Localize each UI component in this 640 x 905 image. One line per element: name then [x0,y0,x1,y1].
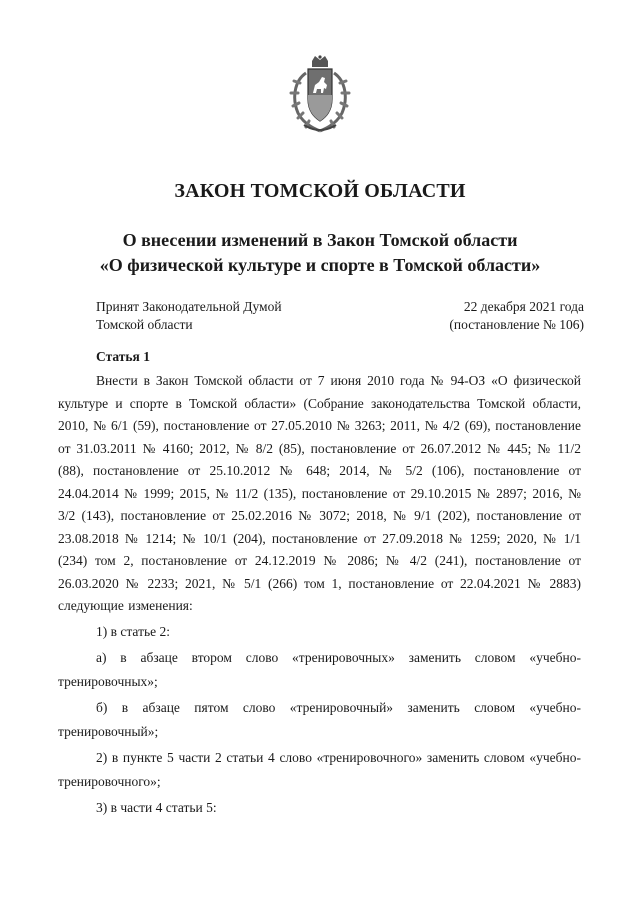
paragraph: Внести в Закон Томской области от 7 июня 2010 года № 94-ОЗ «О физической культуре и спорте в Томской области» (Собрание законодательства Томской области, 2010, № 6/1 (59), постановление от 27.05.2010 № 3263; 2011, № 4/2 (69), постановление от 31.03.2011 № 4160; 2012, № 8/2 (85), постановление от 26.07.2012 № 445; № 11/2 (88), постановление от 25.10.2012 № 648; 2014, № 5/2 (106), постановление от 24.04.2014 № 1999; 2015, № 11/2 (135), постановление от 29.10.2015 № 2897; 2016, № 3/2 (143), постановление от 25.02.2016 № 3072; 2018, № 9/1 (202), постановление от 23.08.2018 № 1214; № 10/1 (204), постановление от 27.09.2018 № 1259; 2020, № 1/1 (234) том 2, постановление от 24.12.2019 № 2086; № 4/2 (241), постановление от 26.03.2020 № 2233; 2021, № 5/1 (266) том 1, постановление от 22.04.2021 № 2883) следующие изменения: [58,373,581,613]
law-subject-line: О внесении изменений в Закон Томской области [122,230,518,250]
adoption-info [96,298,584,334]
article-body [58,370,581,820]
coat-of-arms-icon [286,55,354,135]
paragraph: б) в абзаце пятом слово «тренировочный» заменить словом «учебно-тренировочный»; [58,699,581,739]
law-title: ЗАКОН ТОМСКОЙ ОБЛАСТИ [174,180,466,202]
paragraph: а) в абзаце втором слово «тренировочных» заменить словом «учебно-тренировочных»; [58,649,581,689]
paragraph: 3) в части 4 статьи 5: [96,799,217,815]
resolution-number: (постановление № 106) [449,317,584,332]
law-subject [0,228,640,278]
adoption-date: 22 декабря 2021 года [463,299,584,314]
paragraph: 2) в пункте 5 части 2 статьи 4 слово «тренировочного» заменить словом «учебно-тренировочного»; [58,749,581,789]
law-subject-line: «О физической культуре и спорте в Томской области» [99,255,541,275]
article-heading: Статья 1 [96,349,150,364]
adopted-by-region: Томской области [96,317,193,332]
adopted-by: Принят Законодательной Думой [96,299,282,314]
paragraph: 1) в статье 2: [96,623,170,639]
